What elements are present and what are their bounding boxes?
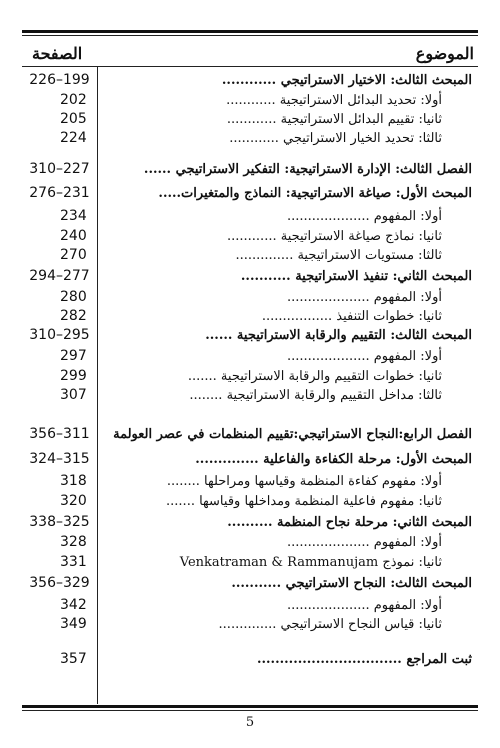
bottom-rule-thin xyxy=(22,710,478,711)
toc-entry-page: 324–315 xyxy=(29,451,90,467)
toc-row xyxy=(22,472,478,491)
toc-entry-title: الفصل الثالث: الإدارة الاستراتيجية: التفكير الاستراتيجي ...... xyxy=(143,162,472,177)
toc-row xyxy=(22,267,478,286)
toc-row xyxy=(22,574,478,593)
toc-entry-page: 307 xyxy=(60,387,87,403)
toc-row xyxy=(22,91,478,110)
toc-entry-page: 226–199 xyxy=(29,72,90,88)
toc-entry-title: أولا: المفهوم .................... xyxy=(286,209,442,224)
toc-entry-page: 349 xyxy=(60,616,87,632)
toc-row xyxy=(22,347,478,366)
toc-entry-page: 342 xyxy=(60,597,87,613)
toc-row xyxy=(22,288,478,307)
toc-entry-page: 224 xyxy=(60,130,87,146)
toc-entry-page: 270 xyxy=(60,247,87,263)
toc-entry-page: 282 xyxy=(60,308,87,324)
toc-row xyxy=(22,246,478,265)
toc-row xyxy=(22,71,478,90)
toc-entry-page: 240 xyxy=(60,228,87,244)
toc-entry-title: أولا: المفهوم .................... xyxy=(286,290,442,305)
toc-entry-title: أولا: المفهوم .................... xyxy=(286,598,442,613)
toc-row xyxy=(22,425,478,444)
toc-entry-title: المبحث الثالث: النجاح الاستراتيجي ........... xyxy=(231,576,472,591)
toc-row xyxy=(22,553,478,572)
toc-entry-title: ثالثا: مستويات الاستراتيجية .............. xyxy=(235,248,442,263)
toc-entry-title: ثانيا: نماذج صياغة الاستراتيجية ............ xyxy=(227,229,442,244)
toc-entry-page: 297 xyxy=(60,348,87,364)
toc-entry-page: 310–227 xyxy=(29,161,90,177)
toc-row xyxy=(22,326,478,345)
toc-entry-page: 320 xyxy=(60,493,87,509)
toc-row xyxy=(22,386,478,405)
toc-entry-page: 328 xyxy=(60,534,87,550)
toc-entry-title: ثانيا: تقييم البدائل الاستراتيجية ............ xyxy=(226,112,442,127)
toc-row xyxy=(22,110,478,129)
toc-entry-page: 331 xyxy=(60,554,87,570)
toc-entry-title: أولا: تحديد البدائل الاستراتيجية ............ xyxy=(226,93,442,108)
toc-row xyxy=(22,450,478,469)
toc-entry-title: أولا: المفهوم .................... xyxy=(286,535,442,550)
toc-row xyxy=(22,367,478,386)
toc-entry-page: 310–295 xyxy=(29,327,90,343)
page-number: 5 xyxy=(245,715,255,730)
toc-row xyxy=(22,307,478,326)
bottom-rule xyxy=(22,705,478,708)
page-column-label: الصفحة xyxy=(32,46,83,63)
toc-entry-title: ثانيا: نموذج Venkatraman & Rammanujam xyxy=(179,555,442,570)
toc-entry-title: ثبت المراجع ................................ xyxy=(256,652,472,667)
top-rule-thin xyxy=(22,35,478,36)
toc-entry-page: 356–329 xyxy=(29,575,90,591)
toc-entry-title: أولا: مفهوم كفاءة المنظمة وقياسها ومراحلها ........ xyxy=(166,474,442,489)
toc-row xyxy=(22,160,478,179)
header-underline xyxy=(22,66,478,67)
toc-entry-title: المبحث الثاني: مرحلة نجاح المنظمة .......... xyxy=(227,515,472,530)
toc-entry-page: 318 xyxy=(60,473,87,489)
toc-entry-title: المبحث الأول: صياغة الاستراتيجية: النماذج والمتغيرات..... xyxy=(158,186,472,201)
toc-entry-title: ثالثا: تحديد الخيار الاستراتيجي ............ xyxy=(229,131,442,146)
toc-entry-title: المبحث الثاني: تنفيذ الاستراتيجية ........... xyxy=(240,269,472,284)
toc-entry-page: 356–311 xyxy=(29,426,90,442)
toc-entry-page: 357 xyxy=(60,651,87,667)
toc-header xyxy=(22,40,478,66)
toc-entry-page: 294–277 xyxy=(29,268,90,284)
toc-row xyxy=(22,492,478,511)
toc-row xyxy=(22,596,478,615)
toc-row xyxy=(22,129,478,148)
toc-row xyxy=(22,227,478,246)
toc-entry-title: المبحث الأول: مرحلة الكفاءة والفاعلية .............. xyxy=(195,452,472,467)
toc-row xyxy=(22,207,478,226)
toc-entry-title: أولا: المفهوم .................... xyxy=(286,349,442,364)
toc-row xyxy=(22,184,478,203)
toc-entry-title: الفصل الرابع:النجاح الاستراتيجي:تقييم المنظمات في عصر العولمة xyxy=(113,427,472,442)
toc-entry-title: ثانيا: خطوات التقييم والرقابة الاستراتيجية ....... xyxy=(187,369,442,384)
toc-entry-page: 276–231 xyxy=(29,185,90,201)
toc-entry-page: 234 xyxy=(60,208,87,224)
toc-entry-page: 202 xyxy=(60,92,87,108)
toc-row xyxy=(22,650,478,669)
top-rule xyxy=(22,30,478,33)
toc-entry-page: 299 xyxy=(60,368,87,384)
toc-entry-page: 205 xyxy=(60,111,87,127)
toc-entry-title: ثانيا: مفهوم فاعلية المنظمة ومداخلها وقياسها ....... xyxy=(166,494,442,509)
toc-entry-page: 338–325 xyxy=(29,514,90,530)
toc-entry-page: 280 xyxy=(60,289,87,305)
toc-entry-title: المبحث الثالث: التقييم والرقابة الاستراتيجية ...... xyxy=(205,328,472,343)
toc-entry-title: المبحث الثالث: الاختيار الاستراتيجي ............ xyxy=(221,73,472,88)
toc-row xyxy=(22,533,478,552)
toc-row xyxy=(22,615,478,634)
topic-column-label: الموضوع xyxy=(415,46,474,63)
toc-entry-title: ثانيا: قياس النجاح الاستراتيجي .............. xyxy=(218,617,442,632)
toc-entry-title: ثالثا: مداخل التقييم والرقابة الاستراتيجية ........ xyxy=(189,388,442,403)
toc-row xyxy=(22,513,478,532)
toc-entry-title: ثانيا: خطوات التنفيذ ................. xyxy=(261,309,442,324)
